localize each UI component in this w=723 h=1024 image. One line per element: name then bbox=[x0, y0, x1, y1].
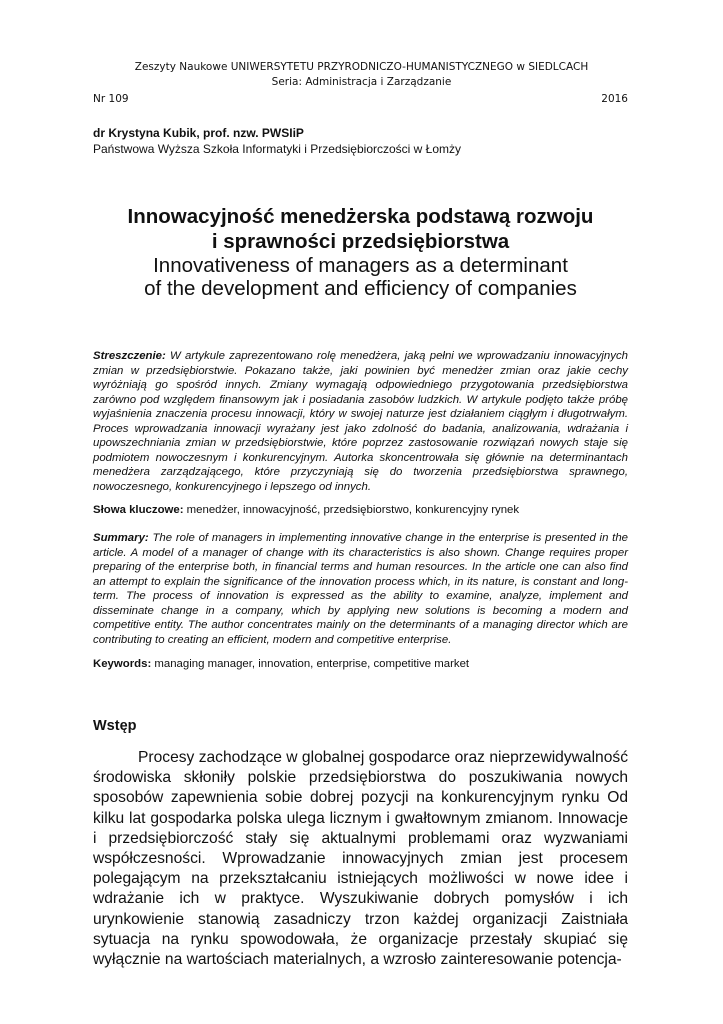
author-name: dr Krystyna Kubik, prof. nzw. PWSIiP bbox=[93, 126, 304, 140]
author-affiliation: Państwowa Wyższa Szkoła Informatyki i Przedsiębiorczości w Łomży bbox=[93, 142, 462, 156]
issue-year: 2016 bbox=[601, 93, 628, 105]
abstract-en-text: The role of managers in implementing innovative change in the enterprise is presented in the article. A model of a manager of change with its characteristics is also shown. Change requires proper preparing of the enterprise both, in financial terms and human resources. In the article one can also find an attempt to explain the significance of the innovation process which, in its nature, is constant and long-term. The process of innovation is expressed as the ability to examine, analyze, implement and disseminate change in a company, which by applying new solutions is becoming a modern and competitive entity. The author concentrates mainly on the determinants of a managing director which are contributing to creating an efficient, modern and competitive enterprise. bbox=[93, 532, 628, 646]
journal-header bbox=[0, 60, 723, 90]
title-en-line-2: of the development and efficiency of companies bbox=[144, 277, 577, 300]
abstract-pl-text: W artykule zaprezentowano rolę menedżera, jaką pełni we wprowadzaniu innowacyjnych zmian w przedsiębiorstwie. Pokazano także, jaki powinien być menedżer zmian oraz jakie cechy wyróżniają go spośród innych. Zmiany wymagają odpowiedniego przygotowania przedsiębiorstwa zarówno pod względem finansowym jak i posiadania zasobów ludzkich. W artykule podjęto także próbę wyjaśnienia znaczenia procesu innowacji, który w swojej naturze jest działaniem ciągłym i długotrwałym. Proces wprowadzania innowacji wyrażany jest jako zdolność do badania, analizowania, wdrażania i upowszechniania zmian w przedsiębiorstwie, które poprzez zastosowanie rozwiązań nowych staje się podmiotem nowoczesnym i konkurencyjnym. Autorka skoncentrowała się głównie na determinantach menedżera zarządzającego, które przyczyniają się do tworzenia przedsiębiorstwa sprawnego, nowoczesnego, konkurencyjnego i lepszego od innych. bbox=[93, 350, 628, 493]
issue-row bbox=[93, 93, 628, 105]
keywords-pl-label: Słowa kluczowe: bbox=[93, 504, 184, 516]
keywords-pl bbox=[93, 503, 628, 518]
journal-series: Seria: Administracja i Zarządzanie bbox=[271, 76, 452, 88]
title-en-line-1: Innovativeness of managers as a determinant bbox=[153, 254, 568, 277]
title-pl-line-1: Innowacyjność menedżerska podstawą rozwoju bbox=[127, 205, 594, 228]
keywords-en-label: Keywords: bbox=[93, 658, 152, 670]
author-block bbox=[93, 125, 633, 157]
body-paragraph: Procesy zachodzące w globalnej gospodarce oraz nieprzewidywalność środowiska skłoniły polskie przedsiębiorstwa do poszukiwania nowych sposobów zapewnienia sobie dobrej pozycji na konkurencyjnym rynku Od kilku lat gospodarka polska ulega licznym i gwałtownym zmianom. Innowacje i przedsiębiorczość stały się aktualnymi problemami oraz wyzwaniami współczesności. Wprowadzanie innowacyjnych zmian jest procesem polegającym na przekształcaniu istniejących możliwości w nowe idee i wdrażanie ich w praktyce. Wyszukiwanie dobrych pomysłów i ich urynkowienie stanowią zasadniczy trzon każdej organizacji Zaistniała sytuacja na rynku spowodowała, że organizacje przestały skupiać się wyłącznie na wartościach materialnych, a wzrosło zainteresowanie potencja- bbox=[93, 749, 628, 969]
section-heading: Wstęp bbox=[93, 718, 137, 734]
title-block bbox=[93, 204, 628, 300]
title-pl-line-2: i sprawności przedsiębiorstwa bbox=[211, 230, 510, 253]
abstract-pl bbox=[93, 349, 628, 494]
abstract-en bbox=[93, 531, 628, 647]
issue-number: Nr 109 bbox=[93, 93, 129, 105]
keywords-en bbox=[93, 657, 628, 672]
keywords-pl-text: menedżer, innowacyjność, przedsiębiorstwo, konkurencyjny rynek bbox=[183, 504, 520, 516]
keywords-en-text: managing manager, innovation, enterprise, competitive market bbox=[151, 658, 470, 670]
section-body bbox=[93, 748, 628, 970]
journal-name: Zeszyty Naukowe UNIWERSYTETU PRZYRODNICZO-HUMANISTYCZNEGO w SIEDLCACH bbox=[134, 61, 589, 73]
abstract-en-label: Summary: bbox=[93, 532, 149, 544]
abstract-pl-label: Streszczenie: bbox=[93, 350, 166, 362]
